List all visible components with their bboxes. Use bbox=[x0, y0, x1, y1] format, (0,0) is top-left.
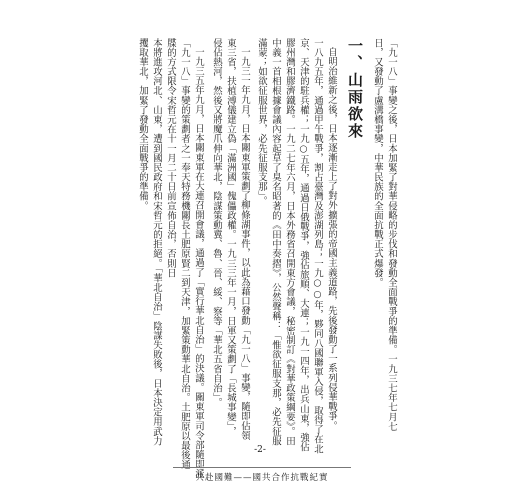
text-column: 中義一首相根據會議內容起草了臭名昭著的《田中奏摺》，公然聲稱：「惟欲征服支那，必先征服 bbox=[270, 38, 281, 446]
text-column: 本將進攻河北、山東，遭到國民政府和宋哲元的拒絕。「華北自治」陰謀失敗後，日本決定用武力 bbox=[151, 38, 162, 446]
text-column: 一九三五年九月，日本關東軍在大連召開會議，通過了「實行華北自治」的決議。關東軍司令部隨即派 bbox=[193, 47, 204, 479]
text-column: 京、天津的駐兵權；一九○五年，通過日俄戰爭，強佔旅順、大連；一九一四年，出兵山東，強佔 bbox=[298, 38, 309, 452]
text-column: 侵佔熱河，然後又將魔爪伸向華北，陰謀策動冀、魯、晉、綏、察等「華北五省自治」。 bbox=[211, 38, 222, 408]
text-column: 攫取華北，加緊了發動全面戰爭的準備。 bbox=[137, 38, 148, 211]
text-column: 「九一八」事變的策劃者之一奉天特務機關長土肥原賢二到天津，加緊策動華北自治。土肥原以最後通 bbox=[179, 38, 190, 470]
section-heading: 一、山雨欲來 bbox=[346, 38, 364, 140]
text-column: 日，又發動了盧溝橋事變，中華民族的全面抗戰正式爆發。 bbox=[372, 38, 383, 288]
text-column: 自明治維新之後，日本逐漸走上了對外擴張的帝國主義道路，先後發動了一系列侵華戰爭。 bbox=[326, 47, 337, 431]
page-number: -2- bbox=[254, 445, 266, 455]
running-footer: 共赴國難——國共合作抗戰紀實 bbox=[173, 467, 351, 483]
text-column: 東三省，扶植溥儀建立偽「滿洲國」傀儡政權。一九三三年一月，日軍又策劃了「長城事變」， bbox=[225, 38, 236, 437]
text-column: 滿蒙；如欲征服世界，必先征服支那」。 bbox=[256, 38, 267, 206]
text-column: 一九三一年九月，日本關東軍策劃了柳條湖事件，以此為藉口發動「九一八」事變，隨即佔領 bbox=[239, 47, 250, 441]
text-column: 「九一八」事變之後，日本加緊了對華侵略的步伐和發動全面戰爭的準備。一九三七年七月七 bbox=[386, 38, 397, 432]
text-column: 膠州灣和膠濟鐵路。一九二七年六月，日本外務省召開東方會議，秘密制訂《對華政策綱要》。田 bbox=[284, 38, 295, 446]
text-column: 牒的方式限令宋哲元在十一月二十日前宣佈自治，否則日 bbox=[165, 38, 176, 278]
text-column: 一八九五年，通過甲午戰爭，割占臺灣及澎湖列島；一九○○年，夥同八國聯軍入侵，取得了在北 bbox=[312, 38, 323, 454]
